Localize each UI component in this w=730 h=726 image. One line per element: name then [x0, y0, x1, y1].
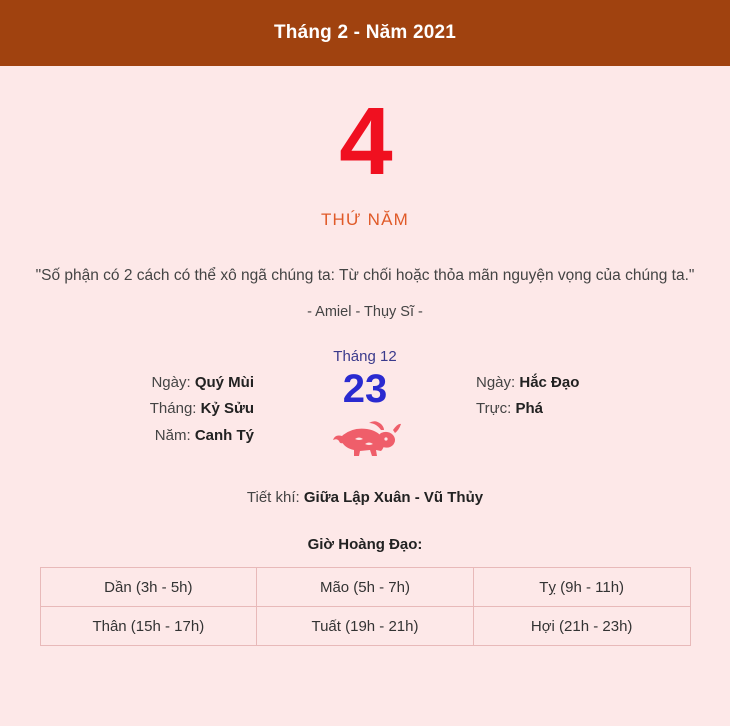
ox-zodiac-icon [280, 417, 450, 463]
lunar-year-value: Canh Tý [194, 426, 254, 444]
quote-author: - Amiel - Thụy Sĩ - [307, 304, 423, 321]
lunar-month-title: Tháng 12 [333, 348, 397, 366]
lunar-day-value: Quý Mùi [194, 374, 254, 392]
hac-dao-label: Ngày: [476, 374, 516, 392]
lunar-left-column [65, 348, 280, 449]
weekday-label: THỨ NĂM [320, 210, 410, 229]
tiet-khi-label: Tiết khí: [246, 489, 300, 507]
lunar-year-label: Năm: [154, 426, 191, 444]
calendar-body [0, 66, 730, 646]
truc-row [476, 396, 665, 422]
lunar-month-label: Tháng: [149, 400, 197, 418]
tiet-khi-value: Giữa Lập Xuân - Vũ Thủy [303, 489, 484, 507]
lunar-day-row [65, 370, 254, 396]
golden-hour-cell: Thân (15h - 17h) [40, 607, 257, 646]
lunar-month-row [65, 396, 254, 422]
golden-hours-title: Giờ Hoàng Đạo: [307, 536, 423, 554]
lunar-year-row [65, 423, 254, 449]
lunar-info-row [0, 348, 730, 463]
golden-hour-cell: Mão (5h - 7h) [257, 568, 474, 607]
calendar-header [0, 0, 730, 66]
lunar-right-column [450, 348, 665, 423]
truc-label: Trực: [476, 400, 512, 418]
quote-text: "Số phận có 2 cách có thể xô ngã chúng ta: Từ chối hoặc thỏa mãn nguyện vọng của chúng ta." [35, 267, 695, 284]
hac-dao-value: Hắc Đạo [519, 374, 580, 392]
truc-value: Phá [515, 400, 543, 418]
header-title: Tháng 2 - Năm 2021 [273, 22, 457, 43]
golden-hour-cell: Dần (3h - 5h) [40, 568, 257, 607]
table-row [40, 568, 690, 607]
hac-dao-row [476, 370, 665, 396]
golden-hour-cell: Tuất (19h - 21h) [257, 607, 474, 646]
golden-hour-cell: Tỵ (9h - 11h) [473, 568, 690, 607]
quote-block [0, 264, 730, 320]
lunar-day-label: Ngày: [151, 374, 191, 392]
day-number: 4 [339, 88, 391, 195]
lunar-center-column [280, 348, 450, 463]
lunar-month-value: Kỷ Sửu [200, 400, 254, 418]
tiet-khi-row [0, 489, 730, 506]
golden-hour-cell: Hợi (21h - 23h) [473, 607, 690, 646]
lunar-day-number: 23 [342, 367, 388, 412]
golden-hours-table [40, 567, 691, 646]
table-row [40, 607, 690, 646]
